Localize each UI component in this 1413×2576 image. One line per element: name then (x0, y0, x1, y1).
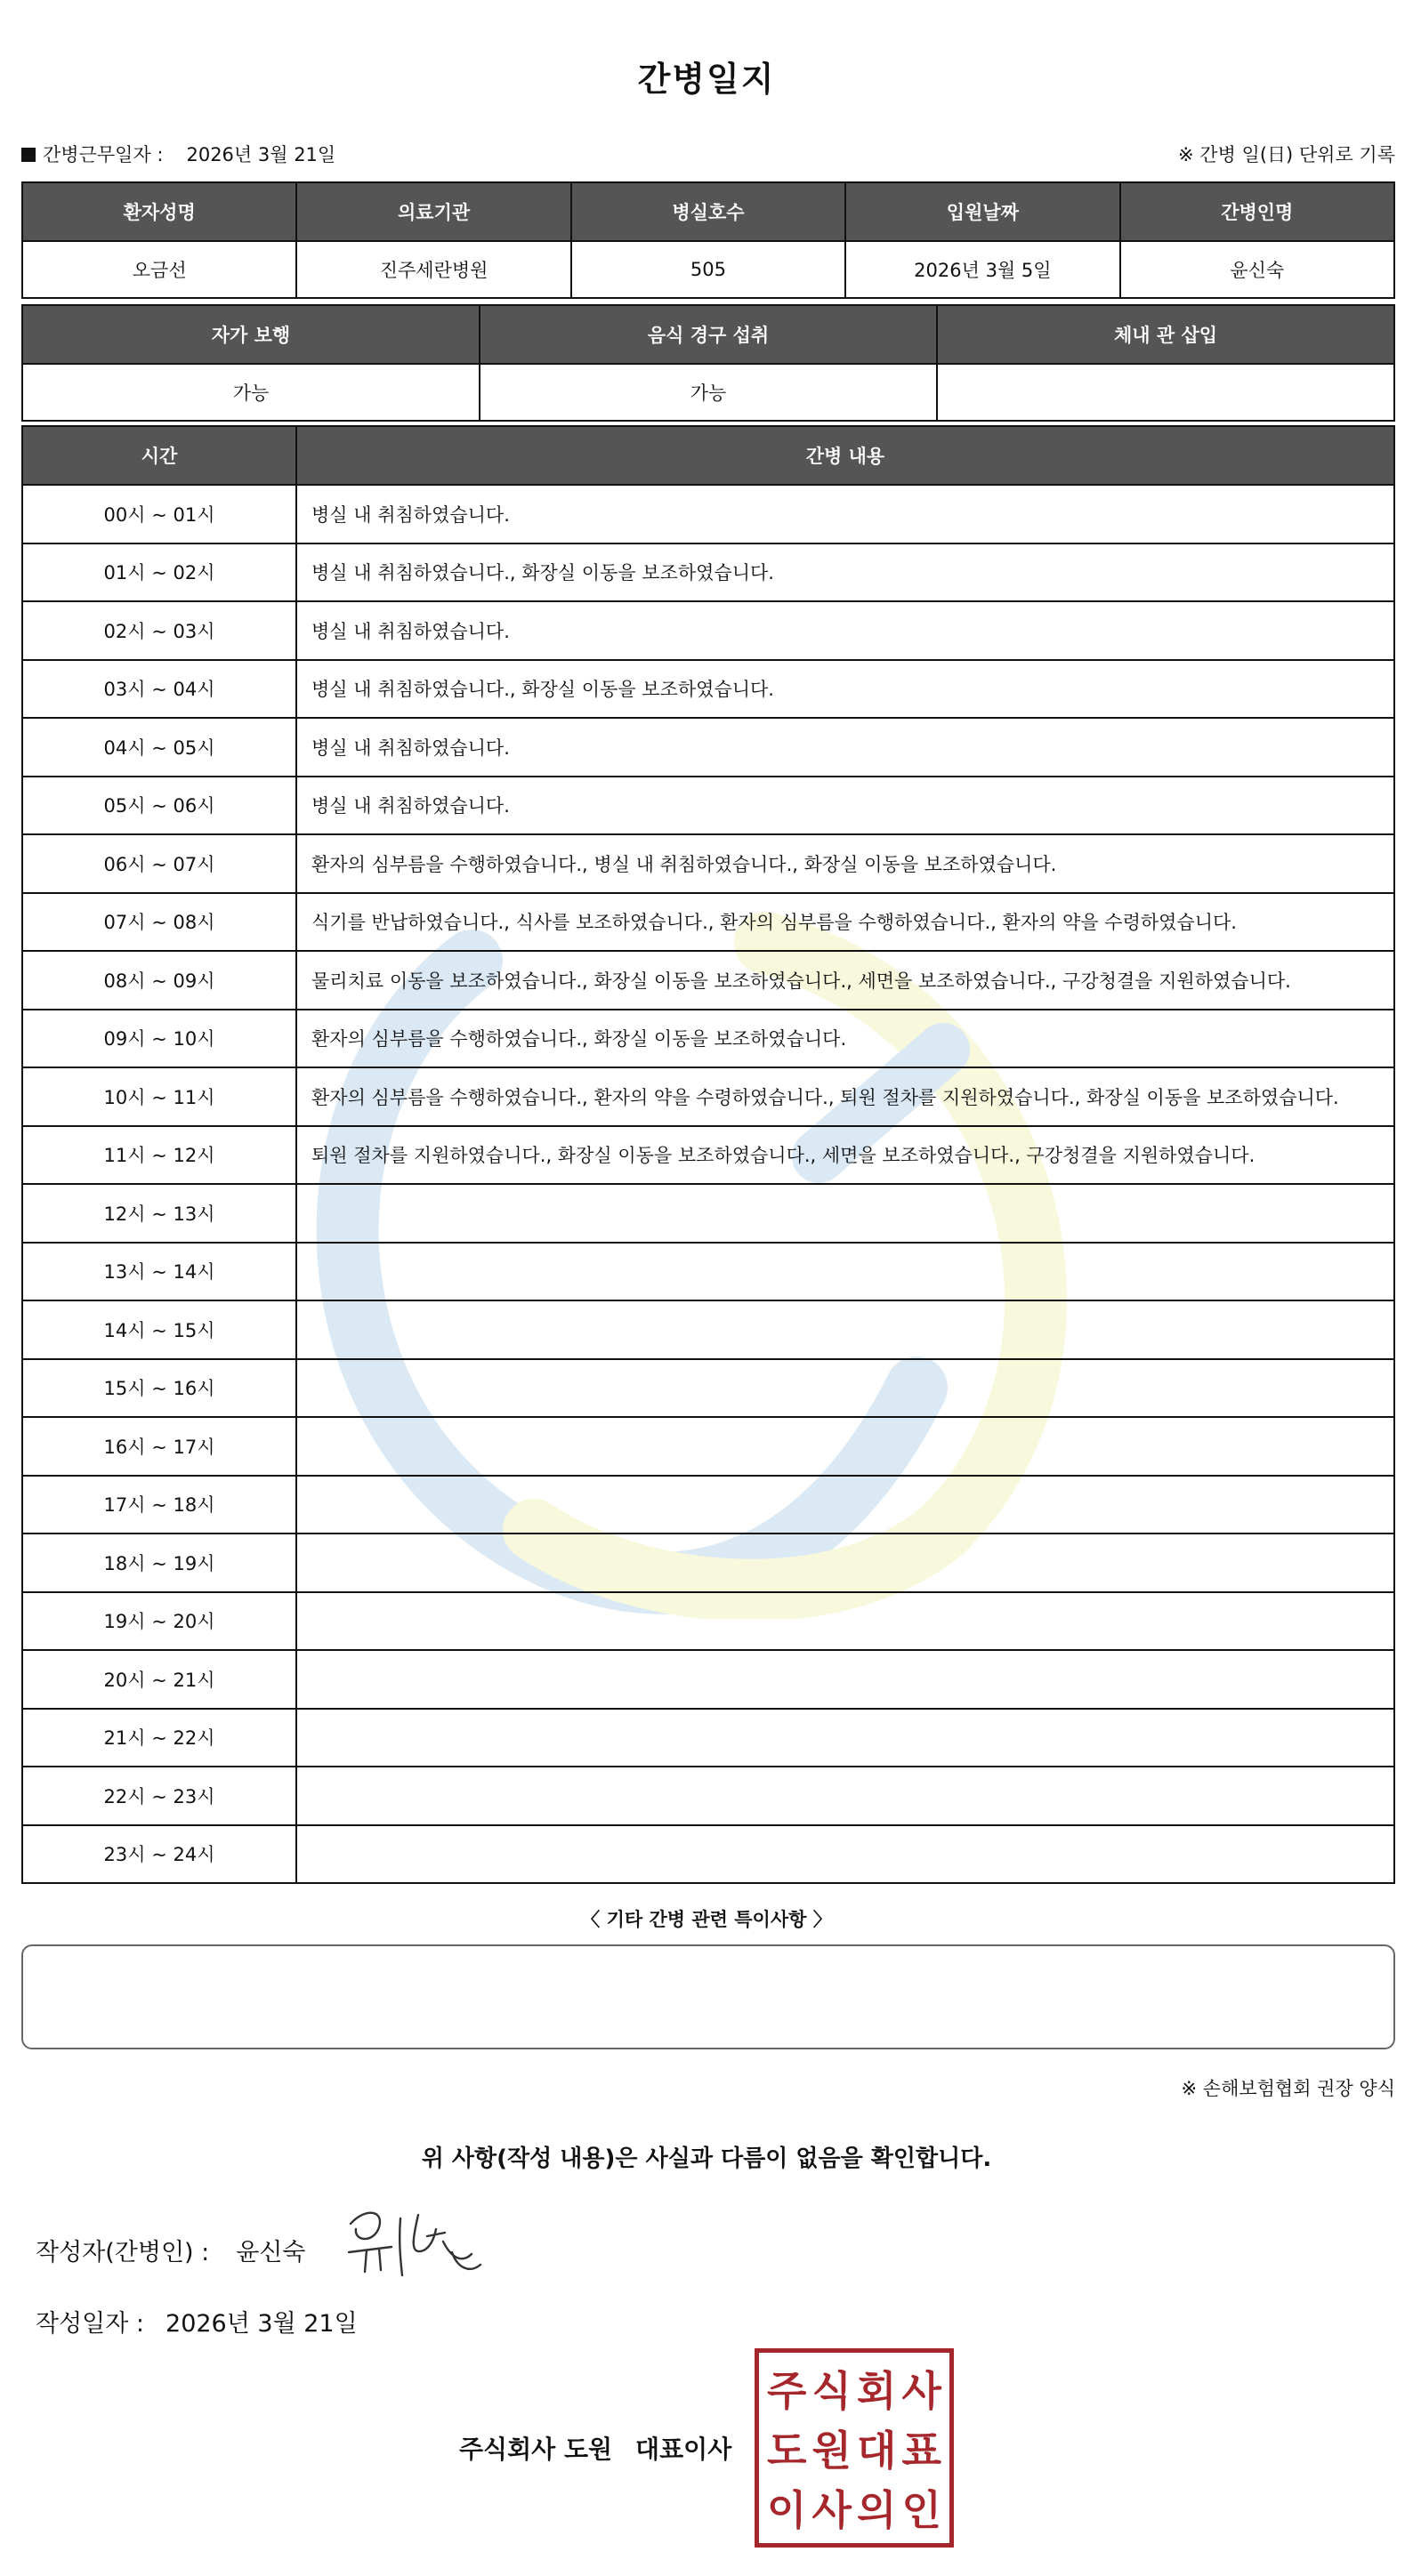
info-value-0: 오금선 (22, 241, 296, 298)
log-content: 환자의 심부름을 수행하였습니다., 화장실 이동을 보조하였습니다. (296, 1010, 1394, 1068)
info-header-2: 병실호수 (571, 182, 845, 241)
care-log-table (21, 425, 1395, 1884)
seal-char: 사 (901, 2366, 941, 2415)
log-time: 19시 ~ 20시 (22, 1592, 296, 1651)
table-row (22, 1184, 1394, 1243)
log-time: 15시 ~ 16시 (22, 1359, 296, 1418)
recommend-note: ※ 손해보험협회 권장 양식 (1181, 2078, 1395, 2099)
seal-char: 도 (767, 2426, 807, 2475)
log-content: 환자의 심부름을 수행하였습니다., 환자의 약을 수령하였습니다., 퇴원 절차를 지원하였습니다., 화장실 이동을 보조하였습니다. (296, 1067, 1394, 1126)
log-content: 병실 내 취침하였습니다., 화장실 이동을 보조하였습니다. (296, 543, 1394, 602)
writer-label: 작성자(간병인) : (36, 2239, 210, 2266)
table-row (22, 1126, 1394, 1185)
patient-info-table (21, 181, 1395, 299)
status-value-0: 가능 (22, 364, 480, 421)
log-time: 05시 ~ 06시 (22, 777, 296, 835)
log-time: 08시 ~ 09시 (22, 951, 296, 1010)
table-row (22, 1243, 1394, 1301)
log-content (296, 1300, 1394, 1359)
status-header-2: 체내 관 삽입 (937, 305, 1394, 364)
patient-status-table (21, 304, 1395, 422)
log-time: 09시 ~ 10시 (22, 1010, 296, 1068)
table-row (22, 1300, 1394, 1359)
square-bullet-icon (21, 148, 36, 162)
seal-char: 이 (767, 2486, 807, 2535)
table-row (22, 543, 1394, 602)
info-value-3: 2026년 3월 5일 (845, 241, 1119, 298)
log-content: 물리치료 이동을 보조하였습니다., 화장실 이동을 보조하였습니다., 세면을 보조하였습니다., 구강청결을 지원하였습니다. (296, 951, 1394, 1010)
log-header-content: 간병 내용 (296, 426, 1394, 485)
log-time: 18시 ~ 19시 (22, 1534, 296, 1592)
confirm-statement: 위 사항(작성 내용)은 사실과 다름이 없음을 확인합니다. (421, 2145, 992, 2172)
table-row (22, 1010, 1394, 1068)
status-value-1: 가능 (480, 364, 937, 421)
status-value-2 (937, 364, 1394, 421)
log-content (296, 1359, 1394, 1418)
info-header-4: 간병인명 (1120, 182, 1394, 241)
log-content (296, 1825, 1394, 1884)
log-header-time: 시간 (22, 426, 296, 485)
log-time: 16시 ~ 17시 (22, 1417, 296, 1476)
info-header-3: 입원날짜 (845, 182, 1119, 241)
table-row (22, 777, 1394, 835)
meta-row (21, 141, 1395, 167)
table-row (22, 1067, 1394, 1126)
info-header-0: 환자성명 (22, 182, 296, 241)
log-content (296, 1767, 1394, 1825)
write-date-label: 작성일자 : (36, 2310, 145, 2338)
seal-char: 회 (857, 2366, 897, 2415)
log-time: 07시 ~ 08시 (22, 893, 296, 952)
log-time: 10시 ~ 11시 (22, 1067, 296, 1126)
table-row (22, 1767, 1394, 1825)
etc-notes-box (21, 1944, 1395, 2049)
writer-name: 윤신숙 (236, 2239, 306, 2266)
log-content: 병실 내 취침하였습니다., 화장실 이동을 보조하였습니다. (296, 660, 1394, 719)
seal-char: 식 (811, 2366, 852, 2415)
log-time: 21시 ~ 22시 (22, 1709, 296, 1767)
log-time: 06시 ~ 07시 (22, 834, 296, 893)
log-time: 04시 ~ 05시 (22, 718, 296, 777)
table-row (22, 951, 1394, 1010)
table-row (22, 1359, 1394, 1418)
table-row (22, 1476, 1394, 1534)
log-content (296, 1243, 1394, 1301)
handwritten-signature (338, 2197, 489, 2286)
table-row (22, 1825, 1394, 1884)
table-row (22, 893, 1394, 952)
table-row (22, 718, 1394, 777)
log-time: 12시 ~ 13시 (22, 1184, 296, 1243)
etc-section-title: 〈 기타 간병 관련 특이사항 〉 (581, 1909, 832, 1930)
log-time: 02시 ~ 03시 (22, 601, 296, 660)
table-row (22, 1417, 1394, 1476)
seal-char: 인 (901, 2486, 941, 2535)
info-value-2: 505 (571, 241, 845, 298)
status-header-1: 음식 경구 섭취 (480, 305, 937, 364)
table-row (22, 1592, 1394, 1651)
work-date-label: 간병근무일자 : (43, 144, 164, 165)
seal-char: 의 (857, 2486, 897, 2535)
document-title: 간병일지 (637, 60, 776, 99)
company-seal-stamp (755, 2348, 954, 2548)
log-content (296, 1184, 1394, 1243)
log-time: 23시 ~ 24시 (22, 1825, 296, 1884)
log-content: 병실 내 취침하였습니다. (296, 718, 1394, 777)
work-date (21, 141, 335, 167)
log-time: 03시 ~ 04시 (22, 660, 296, 719)
log-content (296, 1417, 1394, 1476)
work-date-value: 2026년 3월 21일 (186, 144, 336, 165)
log-time: 01시 ~ 02시 (22, 543, 296, 602)
log-content: 식기를 반납하였습니다., 식사를 보조하였습니다., 환자의 심부름을 수행하였습니다., 환자의 약을 수령하였습니다. (296, 893, 1394, 952)
info-header-1: 의료기관 (296, 182, 570, 241)
log-content (296, 1534, 1394, 1592)
log-time: 17시 ~ 18시 (22, 1476, 296, 1534)
log-content: 환자의 심부름을 수행하였습니다., 병실 내 취침하였습니다., 화장실 이동을 보조하였습니다. (296, 834, 1394, 893)
write-date-value: 2026년 3월 21일 (166, 2310, 358, 2338)
info-value-4: 윤신숙 (1120, 241, 1394, 298)
table-row (22, 1650, 1394, 1709)
log-content: 퇴원 절차를 지원하였습니다., 화장실 이동을 보조하였습니다., 세면을 보조하였습니다., 구강청결을 지원하였습니다. (296, 1126, 1394, 1185)
table-row (22, 485, 1394, 543)
writer-row (36, 2233, 306, 2267)
table-row (22, 660, 1394, 719)
company-name: 주식회사 도원 (459, 2435, 613, 2464)
log-content (296, 1709, 1394, 1767)
log-content: 병실 내 취침하였습니다. (296, 777, 1394, 835)
log-time: 20시 ~ 21시 (22, 1650, 296, 1709)
status-header-0: 자가 보행 (22, 305, 480, 364)
log-content: 병실 내 취침하였습니다. (296, 485, 1394, 543)
table-row (22, 834, 1394, 893)
seal-char: 표 (901, 2426, 941, 2475)
company-signature-line (459, 2430, 731, 2466)
log-time: 13시 ~ 14시 (22, 1243, 296, 1301)
seal-char: 주 (767, 2366, 807, 2415)
table-row (22, 601, 1394, 660)
log-time: 22시 ~ 23시 (22, 1767, 296, 1825)
log-time: 00시 ~ 01시 (22, 485, 296, 543)
write-date-row (36, 2304, 358, 2339)
info-value-1: 진주세란병원 (296, 241, 570, 298)
log-content: 병실 내 취침하였습니다. (296, 601, 1394, 660)
log-content (296, 1592, 1394, 1651)
table-row (22, 1534, 1394, 1592)
table-row (22, 1709, 1394, 1767)
log-content (296, 1650, 1394, 1709)
company-title: 대표이사 (635, 2435, 732, 2464)
log-time: 11시 ~ 12시 (22, 1126, 296, 1185)
record-unit-note: ※ 간병 일(日) 단위로 기록 (1178, 144, 1395, 165)
log-time: 14시 ~ 15시 (22, 1300, 296, 1359)
seal-char: 원 (811, 2426, 852, 2475)
seal-char: 대 (857, 2426, 897, 2475)
log-content (296, 1476, 1394, 1534)
seal-char: 사 (811, 2486, 852, 2535)
